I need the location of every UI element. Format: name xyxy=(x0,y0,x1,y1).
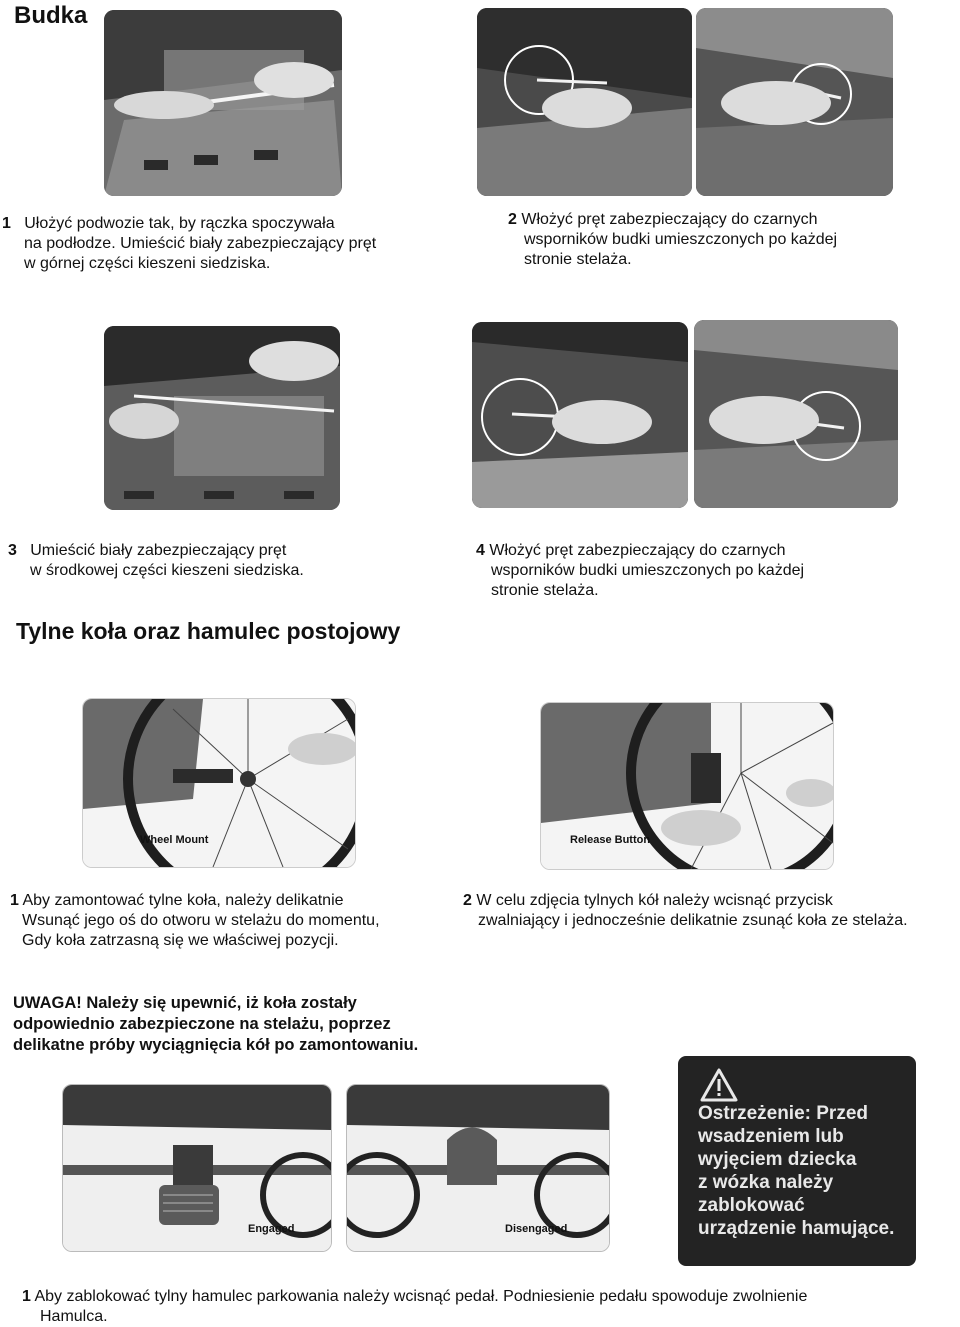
step-text: na podłodze. Umieścić biały zabezpieczający pręt xyxy=(24,235,377,252)
step-number: 1 xyxy=(10,892,19,909)
step-number: 4 xyxy=(476,542,485,559)
photo-wheel-mount xyxy=(82,698,356,868)
photo-rod-supports-left-2 xyxy=(472,322,688,508)
warning-box-line: Ostrzeżenie: Przed xyxy=(698,1103,868,1124)
step-text: Ułożyć podwozie tak, by rączka spoczywała xyxy=(24,215,335,232)
brake-step-1-caption xyxy=(22,1287,807,1327)
step-number: 2 xyxy=(463,892,472,909)
step-text: W celu zdjęcia tylnych kół należy wcisnąć przycisk xyxy=(476,892,833,909)
photo-label: Engaged xyxy=(248,1223,295,1235)
warning-box-line: wyjęciem dziecka xyxy=(698,1149,857,1170)
page-title: Budka xyxy=(14,2,88,29)
photo-rod-supports-left xyxy=(477,8,692,196)
step-2-caption xyxy=(508,210,837,270)
warning-note xyxy=(13,993,418,1056)
warning-box-line: z wózka należy xyxy=(698,1172,834,1193)
section-title: Tylne koła oraz hamulec postojowy xyxy=(16,618,401,644)
step-text: Aby zamontować tylne koła, należy delikatnie xyxy=(22,892,344,909)
step-text: Aby zablokować tylny hamulec parkowania należy wcisnąć pedał. Podniesienie pedału spowoduje zwolnienie xyxy=(34,1288,808,1305)
step-number: 1 xyxy=(22,1288,31,1305)
wheel-step-2-caption xyxy=(463,891,908,931)
photo-label: Disengaged xyxy=(505,1223,568,1235)
warning-box-line: wsadzeniem lub xyxy=(698,1126,844,1147)
photo-rod-top-pocket xyxy=(104,10,342,196)
photo-label: Wheel Mount xyxy=(140,834,209,846)
photo-label: Release Button xyxy=(570,834,651,846)
step-text: stronie stelaża. xyxy=(491,582,599,599)
wheel-step-1-caption xyxy=(10,891,380,951)
photo-rod-supports-right-2 xyxy=(694,320,898,508)
photo-rod-middle-pocket xyxy=(104,326,340,510)
step-number: 3 xyxy=(8,542,17,559)
step-number: 2 xyxy=(508,211,517,228)
warning-box-line: zablokować xyxy=(698,1195,805,1216)
step-text: zwalniający i jednocześnie delikatnie zsunąć koła ze stelaża. xyxy=(478,912,908,929)
step-text: Włożyć pręt zabezpieczający do czarnych xyxy=(521,211,818,228)
step-text: w środkowej części kieszeni siedziska. xyxy=(30,562,304,579)
step-4-caption xyxy=(476,541,804,601)
warning-line: odpowiednio zabezpieczone na stelażu, poprzez xyxy=(13,1015,391,1033)
step-text: Hamulca. xyxy=(40,1308,108,1325)
step-3-caption xyxy=(8,541,304,581)
step-text: Umieścić biały zabezpieczający pręt xyxy=(30,542,287,559)
step-text: stronie stelaża. xyxy=(524,251,632,268)
photo-brake-disengaged xyxy=(346,1084,610,1252)
step-text: Włożyć pręt zabezpieczający do czarnych xyxy=(489,542,786,559)
step-text: Gdy koła zatrzasną się we właściwej pozycji. xyxy=(22,932,339,949)
warning-box-line: urządzenie hamujące. xyxy=(698,1218,895,1239)
step-text: wsporników budki umieszczonych po każdej xyxy=(491,562,805,579)
step-1-caption xyxy=(2,214,376,274)
brake-warning-box xyxy=(678,1056,916,1266)
step-number: 1 xyxy=(2,215,11,232)
warning-line: UWAGA! Należy się upewnić, iż koła zostały xyxy=(13,994,357,1012)
warning-line: delikatne próby wyciągnięcia kół po zamontowaniu. xyxy=(13,1036,419,1054)
step-text: Wsunąć jego oś do otworu w stelażu do momentu, xyxy=(22,912,380,929)
photo-rod-supports-right xyxy=(696,8,893,196)
step-text: w górnej części kieszeni siedziska. xyxy=(24,255,271,272)
step-text: wsporników budki umieszczonych po każdej xyxy=(524,231,838,248)
